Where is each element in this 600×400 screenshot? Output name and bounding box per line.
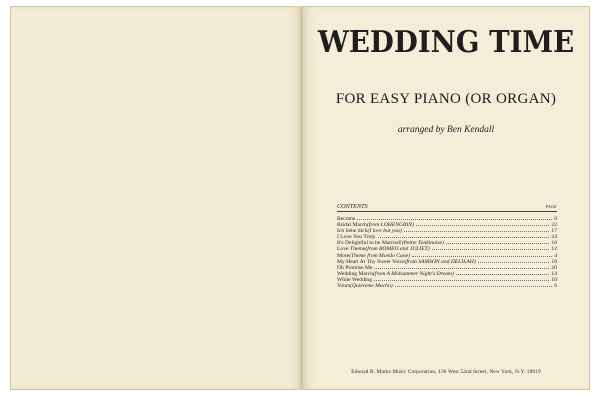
- entry-page-number: 24: [551, 234, 557, 241]
- entry-title: More: [337, 252, 350, 259]
- leader-dots: [416, 221, 550, 226]
- entry-title: Yours: [337, 283, 351, 290]
- leader-dots: [357, 215, 552, 220]
- publisher-line: Edward B. Marks Music Corporation, 136 West 52nd Street, New York, N.Y. 10019: [351, 369, 541, 375]
- open-songbook: [10, 6, 590, 390]
- leader-dots: [374, 264, 549, 269]
- entry-source: (Quiereme Mucho): [350, 283, 393, 290]
- entry-page-number: 6: [554, 283, 557, 290]
- book-title: WEDDING TIME: [317, 25, 575, 60]
- entry-title: Become: [337, 216, 356, 222]
- leader-dots: [456, 270, 550, 275]
- entry-page-number: 10: [551, 276, 557, 283]
- entry-source: (Petite Tonkinoise): [401, 240, 444, 247]
- contents-entry: [337, 282, 557, 288]
- entry-title: Bridal March: [337, 222, 367, 229]
- leader-dots: [478, 258, 550, 263]
- entry-title: Oh Promise Me: [337, 264, 373, 271]
- contents-list: [337, 215, 557, 288]
- leader-dots: [378, 233, 550, 238]
- title-page: [302, 6, 590, 390]
- entry-page-number: 8: [554, 216, 557, 222]
- entry-title: Ich liebe dich: [337, 228, 368, 235]
- entry-page-number: 17: [551, 228, 557, 235]
- leader-dots: [432, 245, 550, 250]
- entry-title: It's Delightful to be Married!: [337, 240, 402, 247]
- leader-dots: [412, 252, 552, 257]
- book-subtitle: FOR EASY PIANO (OR ORGAN): [335, 91, 557, 107]
- entry-source: (from LOHENGRIN): [366, 222, 414, 229]
- entry-page-number: 4: [554, 252, 557, 259]
- entry-source: (I love but you): [367, 228, 402, 235]
- leader-dots: [395, 282, 553, 287]
- contents-header: [337, 203, 557, 212]
- entry-page-number: 14: [551, 270, 557, 277]
- contents-heading: CONTENTS: [337, 203, 368, 210]
- entry-page-number: 20: [551, 264, 557, 271]
- entry-title: Wedding March: [337, 270, 374, 277]
- entry-page-number: 22: [551, 222, 557, 229]
- entry-source: (from ROMEO and JULIET): [365, 246, 430, 253]
- leader-dots: [374, 276, 549, 281]
- entry-title: White Wedding: [337, 276, 373, 283]
- entry-source: (from A Midsummer Night's Dream): [373, 270, 454, 277]
- entry-title: Love Theme: [337, 246, 366, 253]
- leader-dots: [446, 239, 549, 244]
- arranger-credit: arranged by Ben Kendall: [397, 125, 495, 135]
- entry-page-number: 16: [551, 240, 557, 247]
- entry-source: (from SAMSON and DELILAH): [404, 258, 476, 265]
- table-of-contents: [337, 203, 557, 288]
- leader-dots: [404, 227, 550, 232]
- entry-page-number: 12: [551, 246, 557, 253]
- left-blank-page: [10, 6, 302, 390]
- entry-page-number: 18: [551, 258, 557, 265]
- page-column-heading: PAGE: [545, 204, 557, 209]
- entry-source: (Theme from Mondo Cane): [349, 252, 410, 259]
- entry-title: My Heart At Thy Sweet Voice: [337, 258, 405, 265]
- entry-title: I Love You Truly: [337, 234, 376, 241]
